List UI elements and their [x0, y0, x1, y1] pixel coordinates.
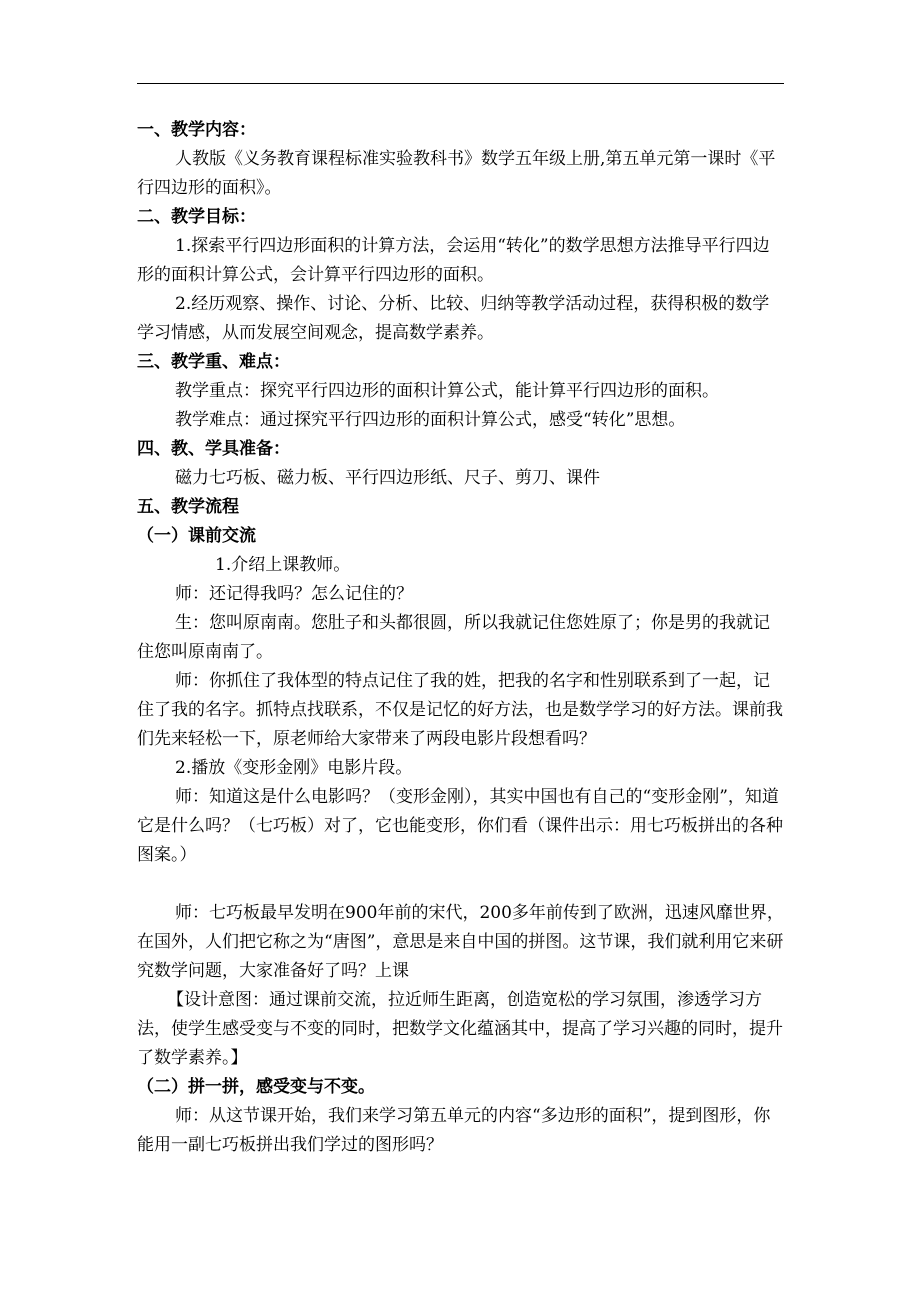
paragraph: 人教版《义务教育课程标准实验教科书》数学五年级上册,第五单元第一课时《平行四边形的面积》。 [137, 149, 776, 198]
paragraph: 师：你抓住了我体型的特点记住了我的姓，把我的名字和性别联系到了一起，记住了我的名字。抓特点找联系，不仅是记忆的好方法，也是数学学习的好方法。课前我们先来轻松一下，原老师给大家带来了两段电影片段想看吗？ [137, 671, 783, 749]
paragraph: 师：七巧板最早发明在900年前的宋代，200多年前传到了欧洲，迅速风靡世界，在国外，人们把它称之为“唐图”，意思是来自中国的拼图。这节课，我们就利用它来研究数学问题，大家准备好了吗？上课 [137, 903, 784, 981]
blank-line [137, 870, 784, 899]
section-heading-focus: 三、教学重、难点： [137, 352, 290, 372]
section-heading-goals: 二、教学目标： [137, 207, 256, 227]
document-body [137, 116, 784, 1160]
subsection-heading: （二）拼一拼，感受变与不变。 [137, 1077, 375, 1097]
paragraph: 教学重点：探究平行四边形的面积计算公式，能计算平行四边形的面积。 [175, 381, 719, 401]
paragraph: 师：从这节课开始，我们来学习第五单元的内容“多边形的面积”，提到图形，你能用一副七巧板拼出我们学过的图形吗？ [137, 1106, 771, 1155]
section-heading-content: 一、教学内容： [137, 120, 256, 140]
paragraph: 生：您叫原南南。您肚子和头都很圆，所以我就记住您姓原了；你是男的我就记住您叫原南南了。 [137, 613, 770, 662]
paragraph: 2.播放《变形金刚》电影片段。 [175, 758, 413, 778]
paragraph: 2.经历观察、操作、讨论、分析、比较、归纳等教学活动过程，获得积极的数学学习情感，从而发展空间观念，提高数学素养。 [137, 294, 770, 343]
section-heading-process: 五、教学流程 [137, 497, 239, 517]
paragraph: 1.介绍上课教师。 [215, 555, 351, 575]
paragraph: 1.探索平行四边形面积的计算方法，会运用“转化”的数学思想方法推导平行四边形的面积计算公式，会计算平行四边形的面积。 [137, 236, 770, 285]
paragraph: 师：还记得我吗？怎么记住的？ [175, 584, 413, 604]
subsection-heading: （一）课前交流 [137, 526, 256, 546]
paragraph: 磁力七巧板、磁力板、平行四边形纸、尺子、剪刀、课件 [175, 468, 600, 488]
paragraph: 教学难点：通过探究平行四边形的面积计算公式，感受“转化”思想。 [175, 410, 686, 430]
design-intent-note: 【设计意图：通过课前交流，拉近师生距离，创造宽松的学习氛围，渗透学习方法，使学生感受变与不变的同时，把数学文化蕴涵其中，提高了学习兴趣的同时，提升了数学素养。】 [137, 990, 783, 1068]
section-heading-materials: 四、教、学具准备： [137, 439, 290, 459]
header-rule [137, 83, 784, 84]
paragraph: 师：知道这是什么电影吗？（变形金刚），其实中国也有自己的“变形金刚”，知道它是什么吗？（七巧板）对了，它也能变形，你们看（课件出示：用七巧板拼出的各种图案。） [137, 787, 783, 865]
